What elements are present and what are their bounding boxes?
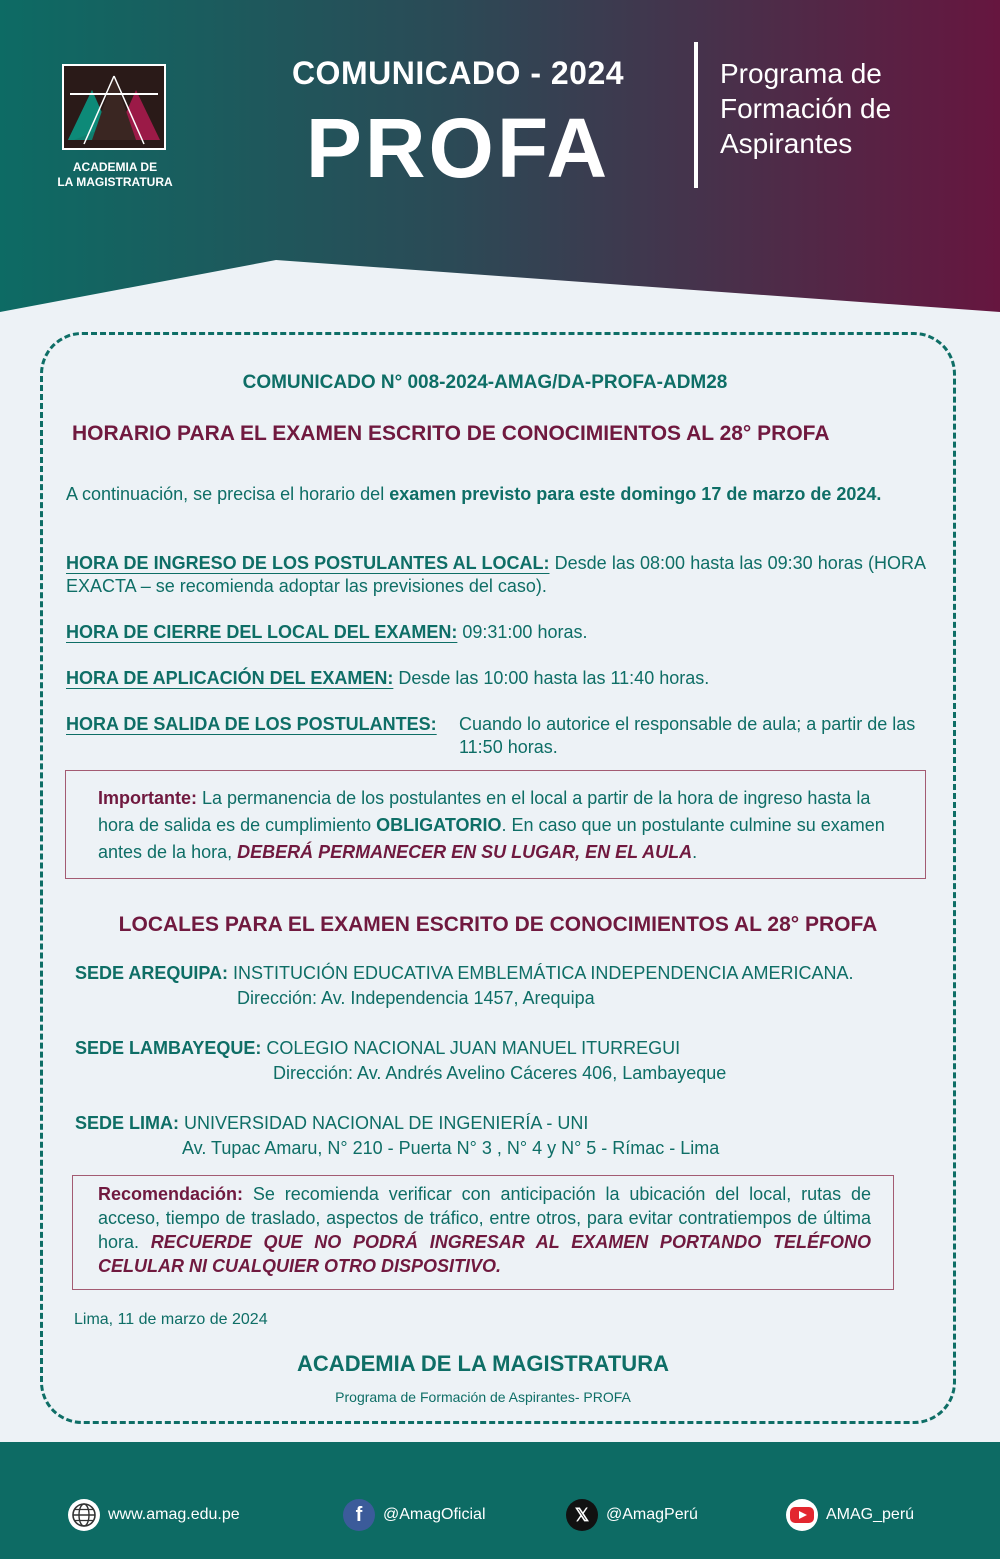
venue-name: COLEGIO NACIONAL JUAN MANUEL ITURREGUI (261, 1038, 681, 1058)
schedule-title: HORARIO PARA EL EXAMEN ESCRITO DE CONOCIMIENTOS AL 28° PROFA (72, 422, 830, 445)
important-note (98, 785, 898, 866)
venue-address: Dirección: Av. Independencia 1457, Arequipa (237, 988, 595, 1008)
footer-x-link[interactable] (566, 1498, 698, 1532)
venue-item (75, 962, 955, 985)
issue-date: Lima, 11 de marzo de 2024 (74, 1311, 268, 1328)
venue-name: INSTITUCIÓN EDUCATIVA EMBLEMÁTICA INDEPENDENCIA AMERICANA. (228, 963, 854, 983)
header-banner (0, 0, 1000, 320)
header-subtitle: COMUNICADO - 2024 (291, 55, 625, 91)
footer-web-link[interactable] (68, 1498, 240, 1532)
important-bold: OBLIGATORIO (376, 815, 502, 835)
schedule-item (66, 667, 926, 690)
venue-address: Av. Tupac Amaru, N° 210 - Puerta N° 3 , N° 4 y N° 5 - Rímac - Lima (182, 1138, 720, 1158)
schedule-item-text: Desde las 08:00 hasta las 09:30 horas (HORA EXACTA – se recomienda adoptar las previsiones del caso). (66, 553, 926, 596)
footer-facebook-text: @AmagOficial (383, 1506, 486, 1523)
schedule-item-label: HORA DE CIERRE DEL LOCAL DEL EXAMEN: (66, 622, 458, 642)
important-label: Importante: (98, 788, 197, 808)
globe-icon (68, 1499, 100, 1531)
important-emphasis: DEBERÁ PERMANECER EN SU LUGAR, EN EL AULA (237, 842, 693, 862)
logo-text-line: ACADEMIA DE (72, 160, 158, 174)
facebook-icon: f (343, 1499, 375, 1531)
logo-text-line: LA MAGISTRATURA (57, 175, 173, 189)
schedule-item-text: Desde las 10:00 hasta las 11:40 horas. (393, 668, 710, 688)
venue-name: UNIVERSIDAD NACIONAL DE INGENIERÍA - UNI (179, 1113, 589, 1133)
header-divider (694, 42, 698, 188)
schedule-item-label-wrap (66, 713, 451, 736)
schedule-item-label: HORA DE INGRESO DE LOS POSTULANTES AL LOCAL: (66, 553, 550, 573)
memo-number: COMUNICADO N° 008-2024-AMAG/DA-PROFA-ADM28 (242, 372, 728, 393)
youtube-icon (786, 1499, 818, 1531)
important-text: . En caso que un postulante culmine su examen antes de la hora, (98, 815, 885, 862)
footer-x-text: @AmagPerú (606, 1506, 698, 1523)
logo-text (40, 160, 190, 190)
footer-youtube-text: AMAG_perú (826, 1506, 915, 1523)
schedule-item-label: HORA DE SALIDA DE LOS POSTULANTES: (66, 714, 437, 734)
recommendation-note (98, 1182, 871, 1278)
venues-title: LOCALES PARA EL EXAMEN ESCRITO DE CONOCIMIENTOS AL 28° PROFA (118, 913, 878, 936)
important-text: La permanencia de los postulantes en el local a partir de la hora de ingreso hasta la hora de salida es de cumplimiento (98, 788, 871, 835)
recommendation-text: Se recomienda verificar con anticipación la ubicación del local, rutas de acceso, tiempo de traslado, aspectos de tráfico, entre otros, para evitar contratiempos de última hora. (98, 1184, 871, 1252)
schedule-item-label: HORA DE APLICACIÓN DEL EXAMEN: (66, 668, 394, 688)
footer (0, 1442, 1000, 1559)
venue-item (75, 1112, 955, 1135)
venue-address: Dirección: Av. Andrés Avelino Cáceres 406, Lambayeque (273, 1063, 727, 1083)
recommendation-label: Recomendación: (98, 1184, 244, 1204)
schedule-item (66, 552, 926, 598)
footer-youtube-link[interactable] (786, 1498, 914, 1532)
amag-logo (62, 64, 166, 150)
venue-label: SEDE LIMA: (75, 1113, 180, 1133)
program-name (720, 56, 980, 161)
important-text: . (692, 842, 698, 862)
program-name-line: Programa de (720, 58, 882, 89)
schedule-item-text: 09:31:00 horas. (457, 622, 588, 642)
program-name-line: Aspirantes (720, 128, 853, 159)
program-name-line: Formación de (720, 93, 892, 124)
venue-label: SEDE LAMBAYEQUE: (75, 1038, 262, 1058)
footer-facebook-link[interactable] (343, 1498, 486, 1532)
header-title: PROFA (305, 101, 611, 195)
signature-program: Programa de Formación de Aspirantes- PROFA (335, 1389, 631, 1405)
intro-bold-text: examen previsto para este domingo 17 de marzo de 2024. (389, 484, 882, 504)
venue-item (75, 1037, 955, 1060)
schedule-intro (66, 483, 926, 506)
x-icon: 𝕏 (566, 1499, 598, 1531)
intro-text: A continuación, se precisa el horario del (66, 484, 390, 504)
footer-web-text: www.amag.edu.pe (108, 1506, 240, 1523)
venue-label: SEDE AREQUIPA: (75, 963, 229, 983)
recommendation-emphasis: RECUERDE QUE NO PODRÁ INGRESAR AL EXAMEN PORTANDO TELÉFONO CELULAR NI CUALQUIER OTRO DISPOSITIVO. (98, 1232, 871, 1276)
schedule-item (66, 621, 926, 644)
signature-org: ACADEMIA DE LA MAGISTRATURA (297, 1351, 669, 1376)
schedule-item-text: Cuando lo autorice el responsable de aula; a partir de las 11:50 horas. (459, 714, 916, 757)
